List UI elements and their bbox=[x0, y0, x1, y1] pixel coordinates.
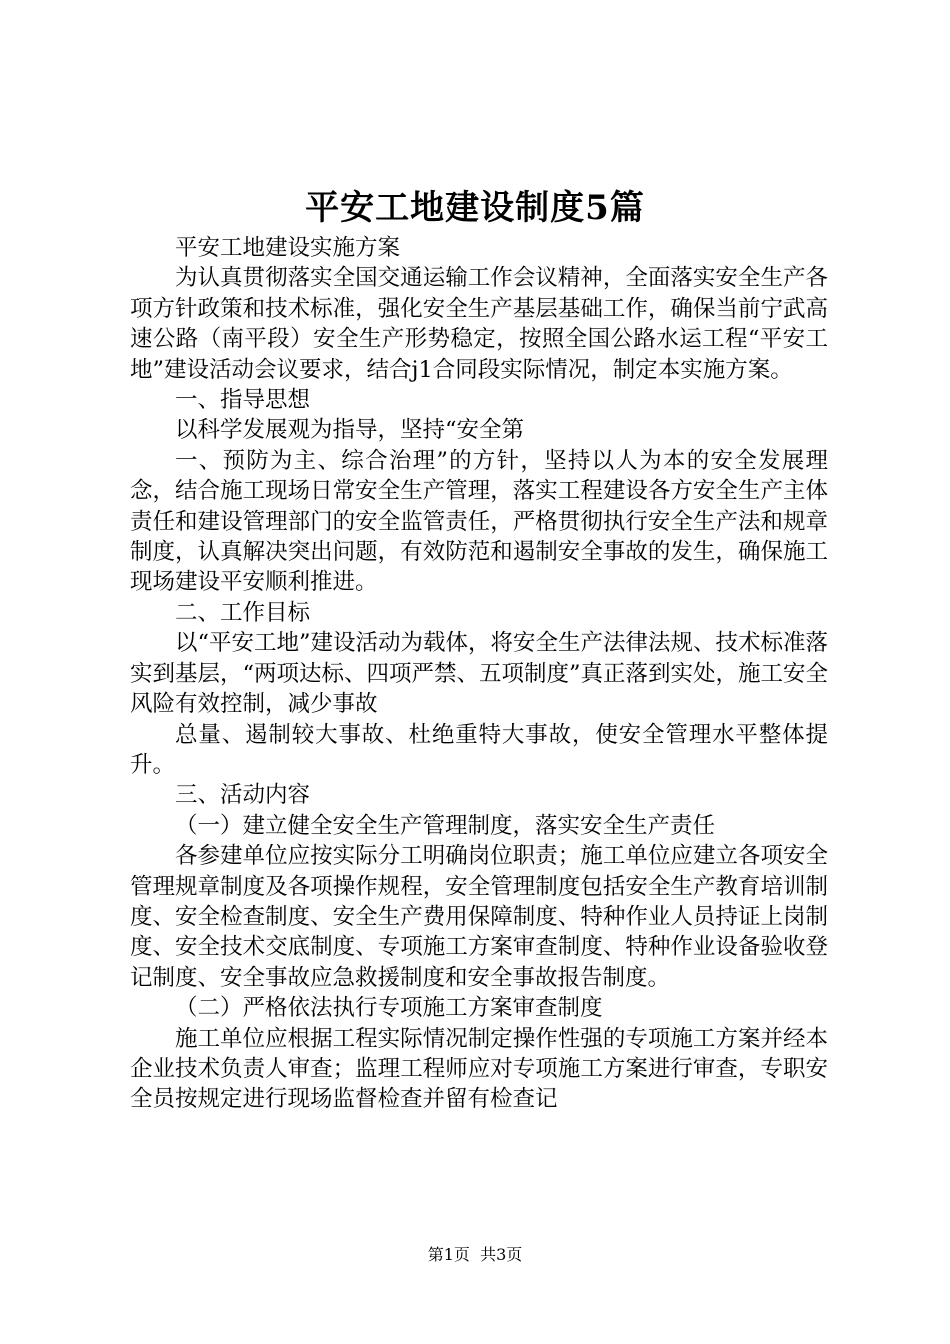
paragraph: 以科学发展观为指导，坚持“安全第 bbox=[175, 417, 525, 444]
section-heading-work-goals: 二、工作目标 bbox=[175, 599, 311, 626]
paragraph: 各参建单位应按实际分工明确岗位职责；施工单位应建立各项安全管理规章制度及各项操作规程，安全管理制度包括安全生产教育培训制度、安全检查制度、安全生产费用保障制度、特种作业人员持证上岗制度、安全技术交底制度、专项施工方案审查制度、特种作业设备验收登记制度、安全事故应急救援制度和安全事故报告制度。 bbox=[130, 843, 828, 991]
paragraph: 总量、遏制较大事故、杜绝重特大事故，使安全管理水平整体提升。 bbox=[130, 721, 828, 778]
paragraph-intro: 为认真贯彻落实全国交通运输工作会议精神，全面落实安全生产各项方针政策和技术标准，强化安全生产基层基础工作，确保当前宁武高速公路（南平段）安全生产形势稳定，按照全国公路水运工程“平安工地”建设活动会议要求，结合j1合同段实际情况，制定本实施方案。 bbox=[130, 265, 828, 383]
section-heading-guiding-thought: 一、指导思想 bbox=[175, 387, 311, 414]
paragraph-subtitle: 平安工地建设实施方案 bbox=[175, 235, 401, 261]
page-footer bbox=[0, 1244, 950, 1266]
subsection-heading-1: （一）建立健全安全生产管理制度，落实安全生产责任 bbox=[175, 812, 716, 839]
document-title: 平安工地建设制度5篇 bbox=[305, 188, 645, 228]
page-number: 第1页 bbox=[427, 1245, 470, 1264]
paragraph: 施工单位应根据工程实际情况制定操作性强的专项施工方案并经本企业技术负责人审查；监理工程师应对专项施工方案进行审查，专职安全员按规定进行现场监督检查并留有检查记 bbox=[130, 1025, 828, 1113]
paragraph: 一、预防为主、综合治理”的方针，坚持以人为本的安全发展理念，结合施工现场日常安全生产管理，落实工程建设各方安全生产主体责任和建设管理部门的安全监管责任，严格贯彻执行安全生产法和规章制度，认真解决突出问题，有效防范和遏制安全事故的发生，确保施工现场建设平安顺利推进。 bbox=[130, 447, 828, 596]
page-total: 共3页 bbox=[480, 1245, 523, 1264]
section-heading-activity-content: 三、活动内容 bbox=[175, 782, 311, 809]
document-body bbox=[130, 233, 828, 1115]
footer-separator bbox=[470, 1245, 480, 1264]
paragraph: 以“平安工地”建设活动为载体，将安全生产法律法规、技术标准落实到基层，“两项达标、四项严禁、五项制度”真正落到实处，施工安全风险有效控制，减少事故 bbox=[130, 630, 829, 718]
subsection-heading-2: （二）严格依法执行专项施工方案审查制度 bbox=[175, 995, 603, 1022]
